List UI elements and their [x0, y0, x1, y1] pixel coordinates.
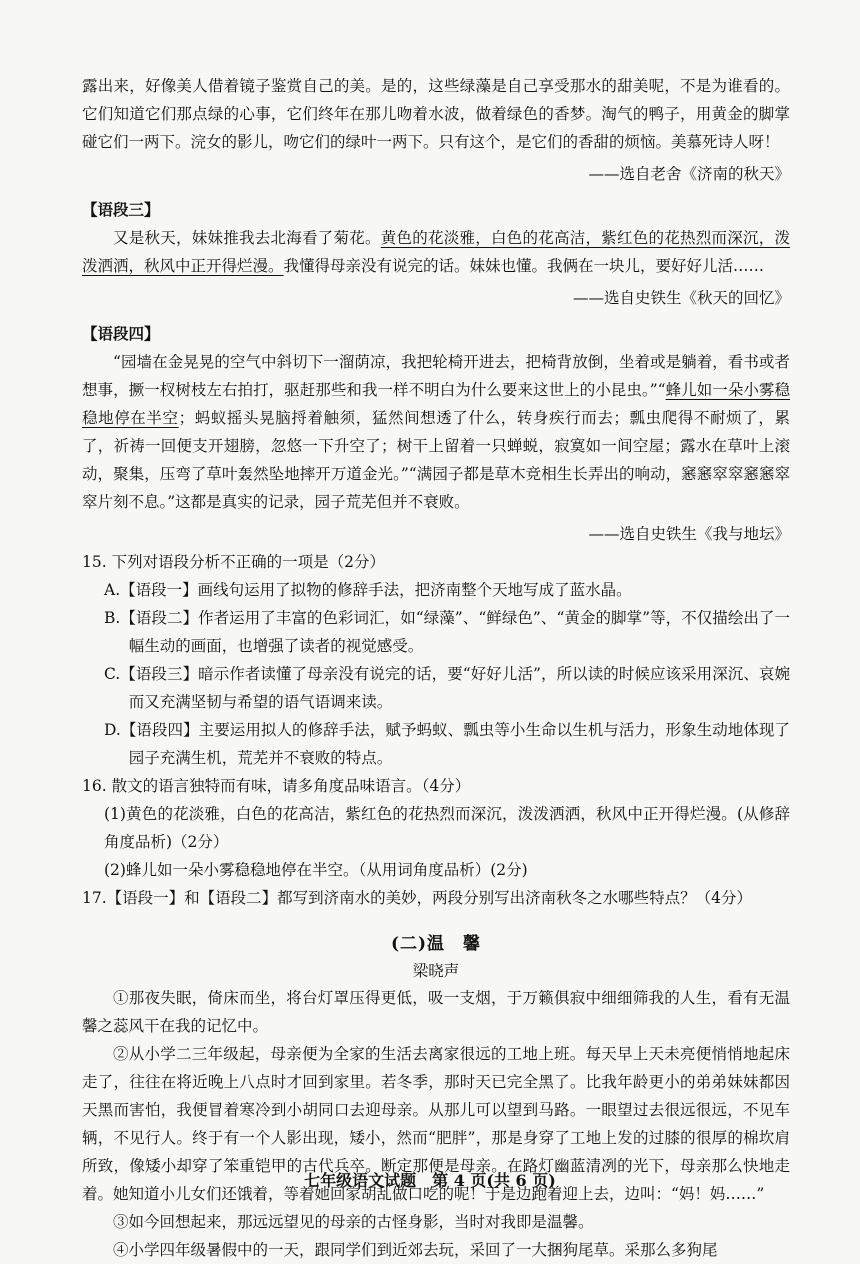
page-footer: 七年级语文试题 第 4 页(共 6 页): [304, 1171, 556, 1190]
option-d: D.【语段四】主要运用拟人的修辞手法，赋予蚂蚁、瓢虫等小生命以生机与活力，形象生动地体现了园子充满生机，荒芜并不衰败的特点。: [104, 721, 790, 767]
essay-paragraph: ③如今回想起来，那远远望见的母亲的古怪身影，当时对我即是温馨。: [113, 1213, 594, 1231]
passage-continuation: 露出来，好像美人借着镜子鉴赏自己的美。是的，这些绿藻是自己享受那水的甜美呢，不是为谁看的。它们知道它们那点绿的心事，它们终年在那儿吻着水波，做着绿色的香梦。淘气的鸭子，用黄金的脚掌碰它们一两下。浣女的影儿，吻它们的绿叶一两下。只有这个，是它们的香甜的烦恼。美慕死诗人呀！: [82, 77, 790, 151]
essay-paragraph: ④小学四年级暑假中的一天，跟同学们到近郊去玩，采回了一大捆狗尾草。采那么多狗尾: [113, 1241, 718, 1259]
section-title: (二)温 馨: [390, 934, 482, 954]
segment-title: 【语段四】: [82, 324, 160, 343]
option-c: C.【语段三】暗示作者读懂了母亲没有说完的话，要“好好儿活”，所以读的时候应该采用深沉、哀婉而又充满坚韧与希望的语气语调来读。: [104, 665, 790, 711]
option-b: B.【语段二】作者运用了丰富的色彩词汇，如“绿藻”、“鲜绿色”、“黄金的脚掌”等，不仅描绘出了一幅生动的画面，也增强了读者的视觉感受。: [104, 609, 790, 655]
sub-question-1: (1)黄色的花淡雅，白色的花高洁，紫红色的花热烈而深沉，泼泼洒洒，秋风中正开得烂漫。(从修辞角度品析)（2分）: [104, 805, 790, 851]
segment-source: ——选自史铁生《我与地坛》: [588, 525, 790, 543]
option-a: A.【语段一】画线句运用了拟物的修辞手法，把济南整个天地写成了蓝水晶。: [104, 581, 632, 599]
essay-paragraph: ①那夜失眠，倚床而坐，将台灯罩压得更低，吸一支烟，于万籁俱寂中细细筛我的人生，看有无温馨之蕊风干在我的记忆中。: [82, 989, 790, 1035]
passage-source: ——选自老舍《济南的秋天》: [588, 165, 790, 183]
question-stem: 17.【语段一】和【语段二】都写到济南水的美妙，两段分别写出济南秋冬之水哪些特点？（4分）: [82, 889, 753, 907]
question-15: [82, 548, 790, 772]
question-stem: 16. 散文的语言独特而有味，请多角度品味语言。（4分）: [82, 777, 471, 795]
segment-source: ——选自史铁生《秋天的回忆》: [572, 289, 790, 307]
section-author: 梁晓声: [412, 962, 460, 980]
segment-text: 又是秋天，妹妹推我去北海看了菊花。黄色的花淡雅，白色的花高洁，紫红色的花热烈而深沉，泼泼洒洒，秋风中正开得烂漫。我懂得母亲没有说完的话。妹妹也懂。我俩在一块儿，要好好儿活……: [82, 229, 790, 275]
underlined-sentence: 黄色的花淡雅，白色的花高洁，紫红色的花热烈而深沉，泼泼洒洒，秋风中正开得烂漫。: [82, 229, 790, 275]
segment-text: “园墙在金晃晃的空气中斜切下一溜荫凉，我把轮椅开进去，把椅背放倒，坐着或是躺着，看书或者想事，撅一杈树枝左右拍打，驱赶那些和我一样不明白为什么要来这世上的小昆虫。”“蜂儿如一朵小雾稳稳地停在半空；蚂蚁摇头晃脑捋着触须，猛然间想透了什么，转身疾行而去；瓢虫爬得不耐烦了，累了，祈祷一回便支开翅膀，忽悠一下升空了；树干上留着一只蝉蜕，寂寞如一间空屋；露水在草叶上滚动，聚集，压弯了草叶轰然坠地摔开万道金光。”“满园子都是草木竞相生长弄出的响动，窸窸窣窣窸窸窣窣片刻不息。”这都是真实的记录，园子荒芜但并不衰败。: [82, 353, 790, 511]
question-17: [82, 884, 790, 912]
essay-paragraph: ②从小学二三年级起，母亲便为全家的生活去离家很远的工地上班。每天早上天未亮便悄悄地起床走了，往往在将近晚上八点时才回到家里。若冬季，那时天已完全黑了。比我年龄更小的弟弟妹妹都因天黑而害怕，我便冒着寒冷到小胡同口去迎母亲。从那儿可以望到马路。一眼望过去很远很远，不见车辆，不见行人。终于有一个人影出现，矮小，然而“肥胖”，那是身穿了工地上发的过膝的很厚的棉坎肩所致，像矮小却穿了笨重铠甲的古代兵卒。断定那便是母亲。在路灯幽蓝清冽的光下，母亲那么快地走着。她知道小儿女们还饿着，等着她回家胡乱做口吃的呢！于是边跑着迎上去，边叫：“妈！妈……”: [82, 1045, 790, 1203]
question-16: [82, 772, 790, 884]
segment-title: 【语段三】: [82, 200, 160, 219]
question-stem: 15. 下列对语段分析不正确的一项是（2分）: [82, 553, 385, 571]
underlined-sentence: 蜂儿如一朵小雾稳稳地停在半空: [82, 381, 790, 427]
sub-question-2: (2)蜂儿如一朵小雾稳稳地停在半空。（从用词角度品析）(2分): [104, 861, 528, 879]
